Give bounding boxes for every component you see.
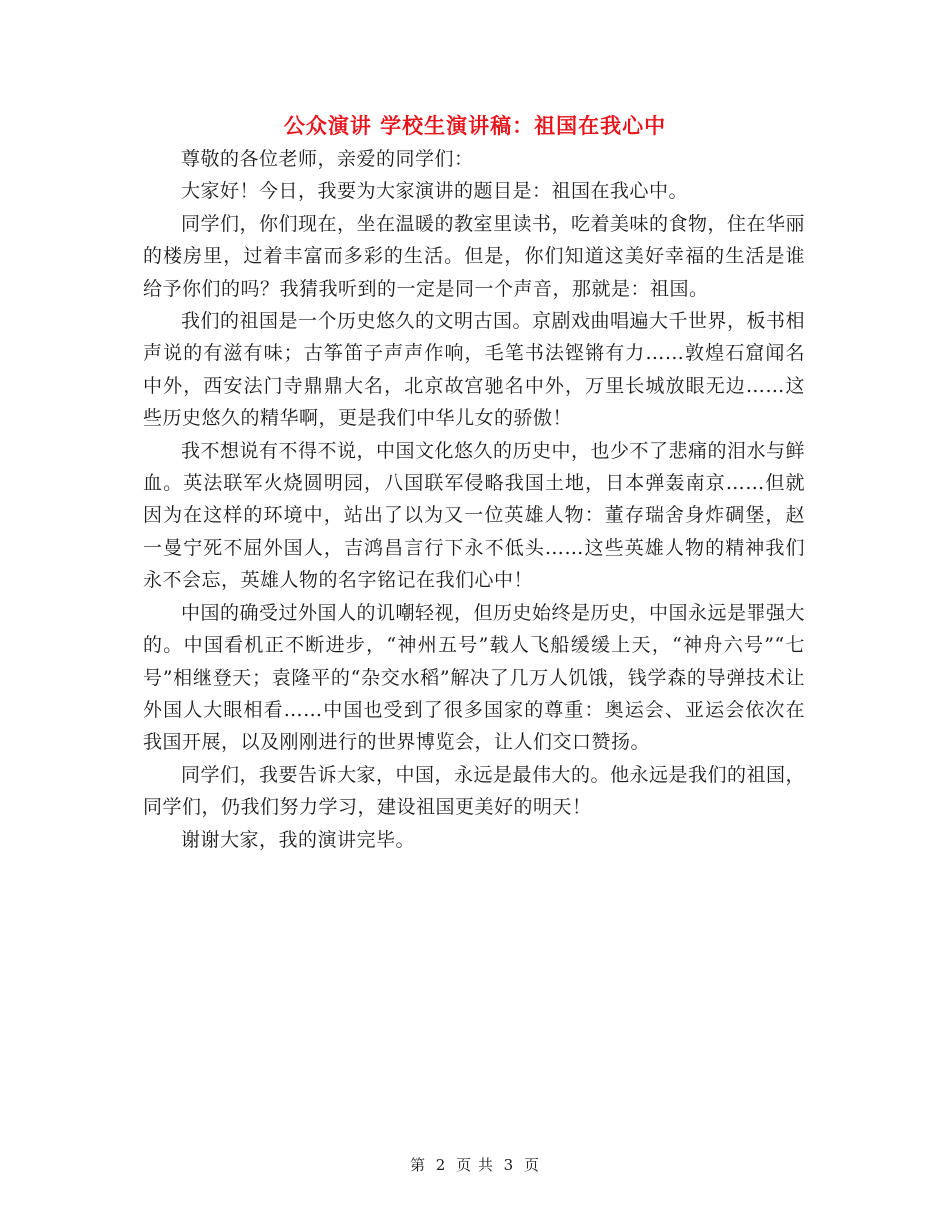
paragraph: 大家好！今日，我要为大家演讲的题目是：祖国在我心中。 xyxy=(181,180,689,203)
paragraph: 尊敬的各位老师，亲爱的同学们： xyxy=(181,148,474,170)
paragraph: 谢谢大家，我的演讲完毕。 xyxy=(181,828,416,851)
page-number: 2 xyxy=(435,1156,447,1174)
footer-suffix: 页 xyxy=(524,1156,541,1174)
document-title: 公众演讲 学校生演讲稿：祖国在我心中 xyxy=(283,113,667,138)
paragraph: 中国的确受过外国人的讥嘲轻视，但历史始终是历史，中国永远是罪强大的。中国看机正不断进步，“神州五号”载人飞船缓缓上天，“神舟六号”“七号”相继登天；袁隆平的“杂交水稻”解决了几万人饥饿，钱学森的导弹技术让外国人大眼相看……中国也受到了很多国家的尊重：奥运会、亚运会依次在我国开展，以及刚刚进行的世界博览会，让人们交口赞扬。 xyxy=(143,601,806,754)
paragraph: 我不想说有不得不说，中国文化悠久的历史中，也少不了悲痛的泪水与鲜血。英法联军火烧圆明园，八国联军侵略我国土地，日本弹轰南京……但就因为在这样的环境中，站出了以为又一位英雄人物：董存瑞舍身炸碉堡，赵一曼宁死不屈外国人，吉鸿昌言行下永不低头……这些英雄人物的精神我们永不会忘，英雄人物的名字铭记在我们心中！ xyxy=(143,439,806,592)
paragraph: 我们的祖国是一个历史悠久的文明古国。京剧戏曲唱遍大千世界，板书相声说的有滋有味；古筝笛子声声作响，毛笔书法铿锵有力……敦煌石窟闻名中外，西安法门寺鼎鼎大名，北京故宫驰名中外，万里长城放眼无边……这些历史悠久的精华啊，更是我们中华儿女的骄傲！ xyxy=(143,310,806,430)
page-footer xyxy=(0,1154,950,1176)
page-total: 3 xyxy=(503,1156,515,1174)
footer-prefix: 第 xyxy=(409,1156,426,1174)
paragraph: 同学们，你们现在，坐在温暖的教室里读书，吃着美味的食物，住在华丽的楼房里，过着丰富而多彩的生活。但是，你们知道这美好幸福的生活是谁给予你们的吗？我猜我听到的一定是同一个声音，那就是：祖国。 xyxy=(143,212,806,300)
footer-middle: 页 共 xyxy=(456,1156,494,1174)
document-body xyxy=(143,143,805,856)
paragraph: 同学们，我要告诉大家，中国，永远是最伟大的。他永远是我们的祖国，同学们，仍我们努力学习，建设祖国更美好的明天！ xyxy=(143,763,806,819)
